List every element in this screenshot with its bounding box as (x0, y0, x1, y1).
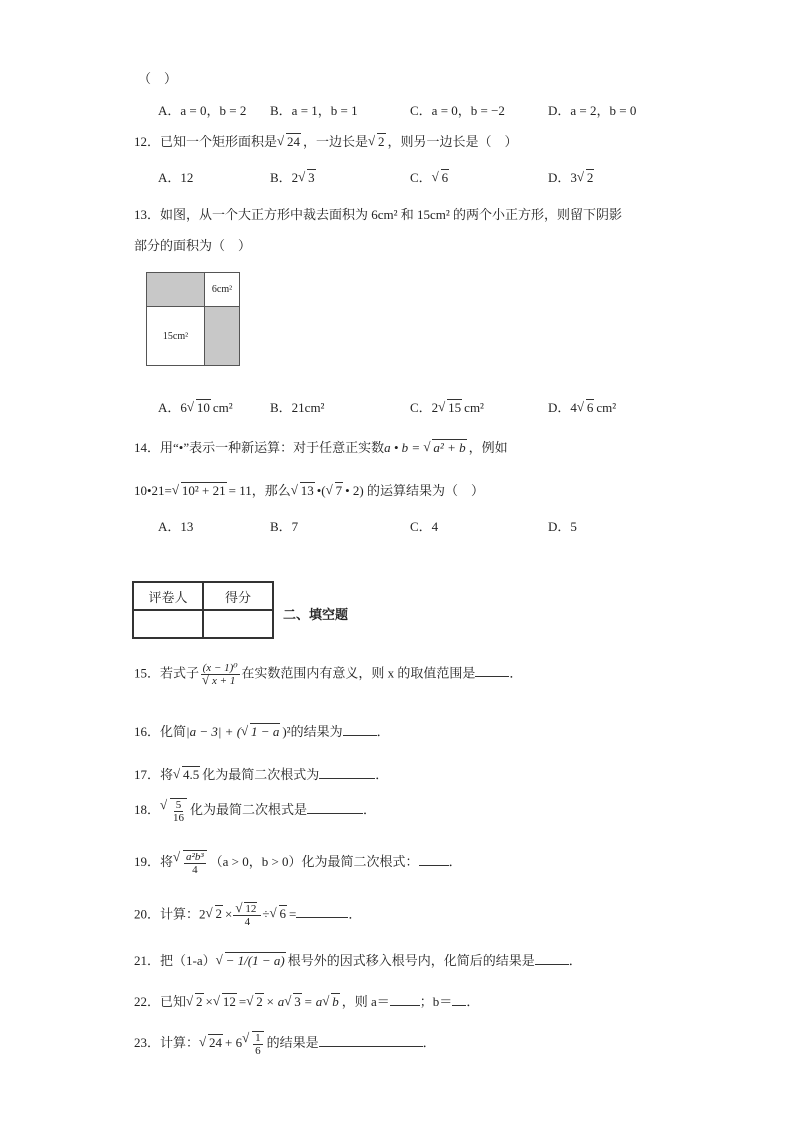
q11-option-d[interactable]: D．a = 2，b = 0 (548, 103, 637, 118)
q13-stem-line1: 13．如图，从一个大正方形中裁去面积为 6cm² 和 15cm² 的两个小正方形，则留下阴影 (134, 207, 623, 222)
q18: 18． √ $\frac{5}{16}$ 化为最简二次根式是 ． (134, 798, 376, 824)
q23-answer-blank[interactable] (319, 1034, 423, 1047)
q14-option-b[interactable]: B．7 (270, 519, 299, 534)
score-header: 得分 (203, 582, 273, 610)
q13-option-b[interactable]: B．21cm² (270, 400, 325, 415)
q15-answer-blank[interactable] (475, 664, 509, 677)
q16: 16．化简|a − 3| + (√ 1 − a )²的结果为 ． (134, 721, 390, 740)
q13-figure (146, 272, 240, 366)
q12-option-d[interactable]: D．3√ 2 (548, 167, 596, 186)
q19: 19．将 √ $\frac{\text{a²b³}}{4}$ （a > 0，b > 0）化为最简二次根式： ． (134, 850, 462, 876)
q22-answer-blank-b[interactable] (452, 993, 466, 1006)
q19-answer-blank[interactable] (419, 853, 449, 866)
q16-answer-blank[interactable] (343, 723, 377, 736)
square-15: 15cm² (147, 307, 205, 365)
q11-option-c[interactable]: C．a = 0，b = −2 (410, 103, 505, 118)
q12-option-c[interactable]: C．√ 6 (410, 167, 451, 186)
q21: 21．把（1-a）√ − 1/(1 − a) 根号外的因式移入根号内，化简后的结果是 ． (134, 950, 582, 969)
q13-option-d[interactable]: D．4√ 6 cm² (548, 397, 616, 416)
grader-header: 评卷人 (133, 582, 203, 610)
q17-answer-blank[interactable] (319, 766, 375, 779)
q12-option-a[interactable]: A．12 (158, 170, 194, 185)
sqrt-2: √ 2 (368, 134, 386, 150)
q14-stem-line2: 10•21=√ 10² + 21 = 11，那么√ 13 •(√ 7 • 2) 的运算结果为（ ） (134, 480, 484, 499)
q15: 15．若式子 (x − 1)⁰ √ x + 1 在实数范围内有意义，则 x 的取值范围是 ． (134, 662, 522, 687)
q14-option-c[interactable]: C．4 (410, 519, 439, 534)
q12-option-b[interactable]: B．2√ 3 (270, 167, 318, 186)
score-table (132, 581, 274, 639)
q22-answer-blank-a[interactable] (390, 993, 420, 1006)
q13-stem-line2: 部分的面积为（ ） (134, 238, 252, 253)
q11-option-a[interactable]: A．a = 0，b = 2 (158, 103, 247, 118)
small-square-6: 6cm² (205, 273, 239, 307)
q20: 20．计算：2√ 2 × √ $\frac{12}{4}$ ÷√ 6 = ． (134, 903, 361, 928)
q13-option-c[interactable]: C．2√ 15 cm² (410, 397, 484, 416)
q14-stem-line1: 14．用“•”表示一种新运算：对于任意正实数a • b = √ a² + b ，例如 (134, 437, 508, 456)
shaded-region-bottom (205, 307, 239, 365)
q11-option-b[interactable]: B．a = 1，b = 1 (270, 103, 358, 118)
q17: 17．将√ 4.5 化为最简二次根式为 ． (134, 764, 388, 783)
q13-option-a[interactable]: A．6√ 10 cm² (158, 397, 233, 416)
q23: 23．计算：√ 24 + 6 √ $\frac{1}{6}$ 的结果是 ． (134, 1031, 436, 1057)
score-cell[interactable] (203, 610, 273, 638)
sqrt-24: √ 24 (277, 134, 301, 150)
q21-answer-blank[interactable] (535, 952, 569, 965)
q12-stem: 12．已知一个矩形面积是√ 24 ，一边长是√ 2 ，则另一边长是（ ） (134, 131, 518, 150)
q18-answer-blank[interactable] (307, 801, 363, 814)
grader-cell[interactable] (133, 610, 203, 638)
q20-answer-blank[interactable] (296, 905, 348, 918)
q14-option-d[interactable]: D．5 (548, 519, 577, 534)
q14-option-a[interactable]: A．13 (158, 519, 194, 534)
shaded-region-top (147, 273, 205, 307)
q11-answer-paren: （ ） (138, 71, 178, 86)
q22: 22．已知√ 2 ×√ 12 =√ 2 × a√ 3 = a√ b ，则 a＝ ；b＝ ． (134, 991, 479, 1010)
section-title: 二、填空题 (283, 608, 349, 623)
